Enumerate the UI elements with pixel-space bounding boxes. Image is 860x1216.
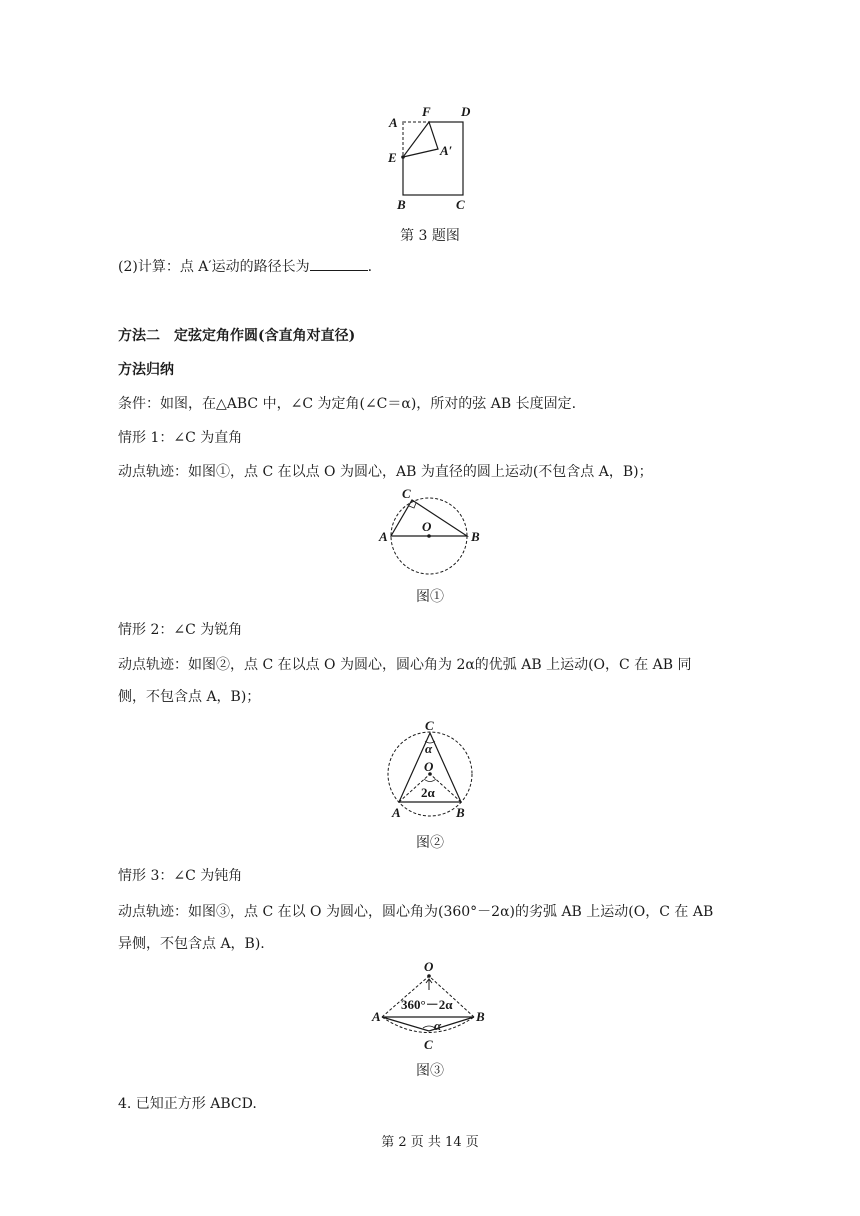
label-A-prime: A′ — [440, 143, 453, 158]
figure-2-caption: 图② — [416, 835, 444, 851]
figure-3-caption-method: 图③ — [416, 1063, 444, 1079]
question-2-text: (2)计算：点 A′运动的路径长为 — [118, 259, 310, 275]
condition-text: 条件：如图，在△ABC 中，∠C 为定角(∠C＝α)，所对的弦 AB 长度固定. — [118, 396, 577, 412]
fig3-label-B: B — [476, 1009, 485, 1024]
fig3-label-angle: 360°－2α — [401, 997, 453, 1012]
case-3-trajectory-line-1: 动点轨迹：如图③，点 C 在以 O 为圆心，圆心角为(360°－2α)的劣弧 AB 上运动(O，C 在 AB — [118, 904, 714, 920]
triangle-ABC — [382, 1017, 474, 1031]
figure-problem-3 — [380, 102, 480, 214]
case-2-trajectory-line-2: 侧，不包含点 A，B)； — [118, 689, 261, 705]
label-E: E — [388, 150, 397, 165]
label-C: C — [456, 197, 465, 212]
fig2-label-O: O — [424, 759, 434, 774]
fig3-label-O: O — [424, 959, 434, 974]
fig1-label-C: C — [402, 486, 411, 501]
question-2 — [118, 256, 372, 277]
question-4: 4. 已知正方形 ABCD. — [118, 1096, 257, 1112]
fig1-label-A: A — [379, 529, 388, 544]
fig2-label-two-alpha: 2α — [421, 785, 435, 800]
figure-1-caption: 图① — [416, 589, 444, 605]
question-2-tail: . — [367, 259, 373, 275]
fig3-label-alpha: α — [434, 1018, 442, 1033]
label-B: B — [397, 197, 406, 212]
label-D: D — [461, 104, 471, 119]
folded-triangle — [403, 122, 438, 157]
label-A: A — [389, 115, 398, 130]
case-2-title: 情形 2：∠C 为锐角 — [118, 622, 243, 638]
figure-1-right-angle — [372, 482, 492, 580]
fig2-label-A: A — [392, 805, 401, 820]
method-summary-heading: 方法归纳 — [118, 362, 174, 378]
figure-3-caption: 第 3 题图 — [400, 228, 460, 244]
fig2-label-B: B — [456, 805, 465, 820]
page-footer: 第 2 页 共 14 页 — [381, 1135, 479, 1150]
case-1-trajectory: 动点轨迹：如图①，点 C 在以点 O 为圆心，AB 为直径的圆上运动(不包含点 A，B)； — [118, 464, 653, 480]
case-2-trajectory-line-1: 动点轨迹：如图②，点 C 在以点 O 为圆心，圆心角为 2α的优弧 AB 上运动(O，C 在 AB 同 — [118, 657, 692, 673]
method-2-heading: 方法二 定弦定角作圆(含直角对直径) — [118, 328, 356, 344]
case-1-title: 情形 1：∠C 为直角 — [118, 430, 243, 446]
label-F: F — [422, 104, 431, 119]
case-3-trajectory-line-2: 异侧，不包含点 A，B). — [118, 936, 265, 952]
case-3-title: 情形 3：∠C 为钝角 — [118, 868, 243, 884]
fig2-label-alpha: α — [425, 741, 433, 756]
fig3-label-C: C — [424, 1037, 433, 1052]
fig2-label-C: C — [425, 718, 434, 733]
figure-2-acute-angle — [380, 716, 480, 822]
fig3-label-A: A — [372, 1009, 381, 1024]
fig1-label-B: B — [471, 529, 480, 544]
figure-3-obtuse-angle — [368, 958, 494, 1054]
fig1-label-O: O — [422, 519, 432, 534]
answer-blank[interactable] — [310, 256, 368, 271]
